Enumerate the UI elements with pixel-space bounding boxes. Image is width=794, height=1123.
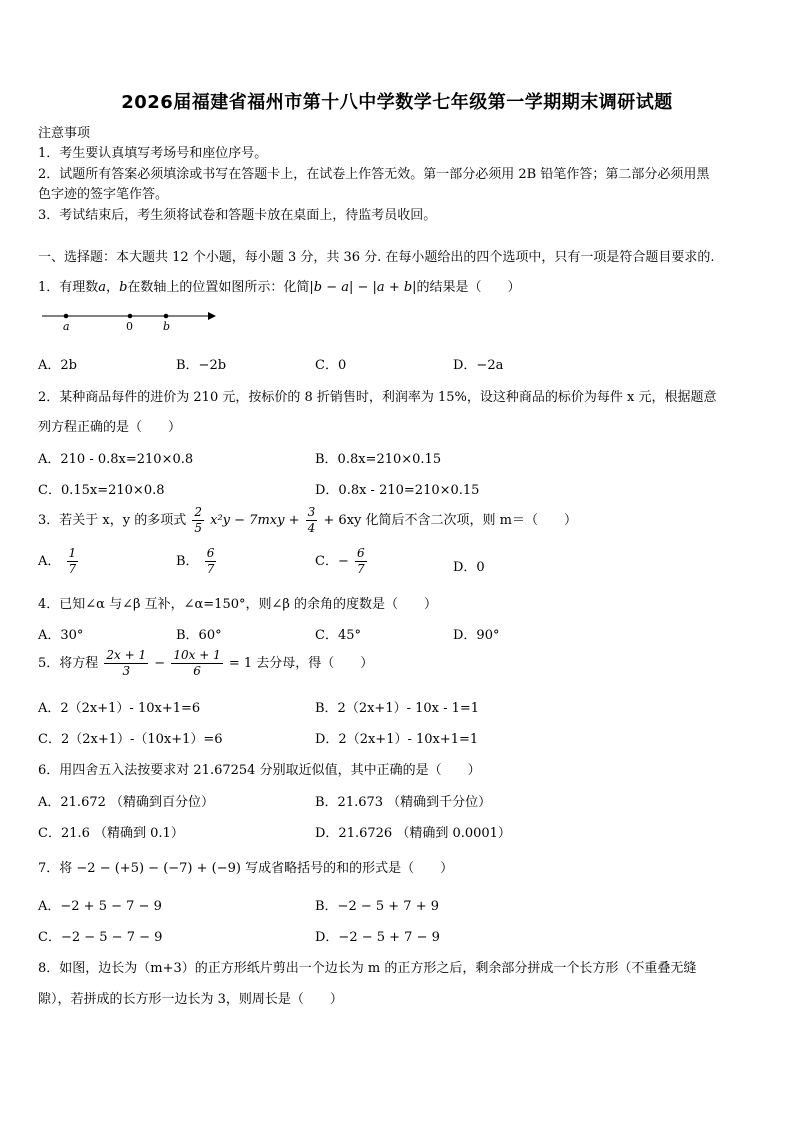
q3-option-b[interactable] xyxy=(176,546,218,577)
q7-option-d[interactable]: D．−2 − 5 + 7 − 9 xyxy=(315,930,440,945)
q3-frac1-num: 2 xyxy=(194,505,202,519)
q2-option-d[interactable]: D．0.8x - 210=210×0.15 xyxy=(315,483,480,498)
q2-option-b[interactable]: B．0.8x=210×0.15 xyxy=(315,452,442,467)
q3-option-b-num: 6 xyxy=(206,546,215,560)
number-line-arrow xyxy=(208,312,216,320)
q3-option-c[interactable] xyxy=(315,546,369,577)
q1-text-a: 1．有理数 xyxy=(38,280,99,295)
q3-option-c-label: C．− xyxy=(315,554,349,569)
question-3-stem xyxy=(38,505,577,536)
q1-var-b: b xyxy=(119,280,128,295)
q5-text-a: 5．将方程 xyxy=(38,656,99,671)
q6-option-d[interactable]: D．21.6726 （精确到 0.0001） xyxy=(315,826,511,841)
q2-option-c[interactable]: C．0.15x=210×0.8 xyxy=(38,483,165,498)
q5-frac1-num: 2x + 1 xyxy=(106,648,147,662)
q3-text-tail: + 6xy 化简后不含二次项，则 m＝（ ） xyxy=(323,513,577,528)
section-heading: 一、选择题：本大题共 12 个小题，每小题 3 分，共 36 分. 在每小题给出的四个选项中，只有一项是符合题目要求的. xyxy=(38,250,715,265)
q4-option-b[interactable]: B．60° xyxy=(176,628,222,643)
q7-option-b[interactable]: B．−2 − 5 + 7 + 9 xyxy=(315,899,440,914)
notice-heading: 注意事项 xyxy=(38,126,91,141)
notice-item-3: 3．考试结束后，考生须将试卷和答题卡放在桌面上，待监考员收回。 xyxy=(38,208,437,223)
q5-minus: − xyxy=(154,656,166,671)
q3-fraction-2 xyxy=(306,505,318,536)
q4-option-a[interactable]: A．30° xyxy=(38,628,84,643)
q5-text-tail: = 1 去分母，得（ ） xyxy=(228,656,374,671)
q1-option-d[interactable]: D．−2a xyxy=(453,358,504,373)
point-b xyxy=(164,314,169,319)
label-zero: 0 xyxy=(126,320,133,333)
q2-option-a[interactable]: A．210 - 0.8x=210×0.8 xyxy=(38,452,194,467)
q3-text-a: 3．若关于 x，y 的多项式 xyxy=(38,513,187,528)
q5-option-b[interactable]: B．2（2x+1）- 10x - 1=1 xyxy=(315,701,480,716)
q5-fraction-1 xyxy=(104,648,148,679)
q3-option-d[interactable]: D．0 xyxy=(453,560,485,575)
question-6-stem: 6．用四舍五入法按要求对 21.67254 分别取近似值，其中正确的是（ ） xyxy=(38,763,481,778)
number-line-figure xyxy=(40,306,220,334)
q4-option-c[interactable]: C．45° xyxy=(315,628,361,643)
exam-title: 2026届福建省福州市第十八中学数学七年级第一学期期末调研试题 xyxy=(121,92,673,113)
question-1-stem xyxy=(38,276,521,295)
q1-expression: |b − a| − |a + b| xyxy=(309,280,417,295)
q5-frac2-num: 10x + 1 xyxy=(173,648,221,662)
q5-option-c[interactable]: C．2（2x+1）-（10x+1）=6 xyxy=(38,732,223,747)
question-5-stem xyxy=(38,648,373,679)
q1-var-a: a xyxy=(98,280,107,295)
point-zero xyxy=(128,314,133,319)
q3-option-b-label: B． xyxy=(176,554,199,569)
notice-item-1: 1．考生要认真填写考场号和座位序号。 xyxy=(38,146,268,161)
q5-option-d[interactable]: D．2（2x+1）- 10x+1=1 xyxy=(315,732,479,747)
q1-option-c[interactable]: C．0 xyxy=(315,358,347,373)
q3-option-a-label: A． xyxy=(38,554,61,569)
q6-option-b[interactable]: B．21.673 （精确到千分位） xyxy=(315,795,492,810)
question-2-line1: 2．某种商品每件的进价为 210 元，按标价的 8 折销售时，利润率为 15%，设这种商品的标价为每件 x 元，根据题意 xyxy=(38,390,717,405)
q3-frac2-num: 3 xyxy=(307,505,316,519)
point-a xyxy=(64,314,69,319)
q5-frac2-den: 6 xyxy=(193,664,201,678)
q3-option-c-den: 7 xyxy=(356,562,365,576)
q4-option-d[interactable]: D．90° xyxy=(453,628,500,643)
q3-option-a[interactable] xyxy=(38,546,80,577)
q5-option-a[interactable]: A．2（2x+1）- 10x+1=6 xyxy=(38,701,201,716)
q5-fraction-2 xyxy=(171,648,222,679)
q1-option-a[interactable]: A．2b xyxy=(38,358,77,373)
label-a: a xyxy=(63,320,70,333)
q7-option-a[interactable]: A．−2 + 5 − 7 − 9 xyxy=(38,899,162,914)
question-4-stem: 4．已知∠α 与∠β 互补，∠α=150°，则∠β 的余角的度数是（ ） xyxy=(38,597,438,612)
q3-fraction-1 xyxy=(192,505,204,536)
notice-item-2-cont: 色字迹的签字笔作答。 xyxy=(38,187,169,202)
q3-option-c-num: 6 xyxy=(356,546,365,560)
q3-frac1-den: 5 xyxy=(194,521,202,535)
q3-option-a-fraction xyxy=(67,546,79,577)
question-8-line2: 隙），若拼成的长方形一边长为 3，则周长是（ ） xyxy=(38,992,343,1007)
q3-option-a-den: 7 xyxy=(68,562,77,576)
q1-text-b: ， xyxy=(106,280,120,295)
q3-option-c-fraction xyxy=(355,546,367,577)
question-8-line1: 8．如图，边长为（m+3）的正方形纸片剪出一个边长为 m 的正方形之后，剩余部分拼成一个长方形（不重叠无缝 xyxy=(38,961,697,976)
q3-option-b-fraction xyxy=(205,546,217,577)
q6-option-a[interactable]: A．21.672 （精确到百分位） xyxy=(38,795,215,810)
q1-text-d: 的结果是（ ） xyxy=(416,280,521,295)
q3-option-b-den: 7 xyxy=(206,562,215,576)
q3-expression-mid: x²y − 7mxy + xyxy=(210,513,300,528)
label-b: b xyxy=(163,320,171,333)
q5-frac1-den: 3 xyxy=(122,664,131,678)
q1-option-b[interactable]: B．−2b xyxy=(176,358,227,373)
q3-frac2-den: 4 xyxy=(307,521,316,535)
q7-option-c[interactable]: C．−2 − 5 − 7 − 9 xyxy=(38,930,163,945)
question-7-stem: 7．将 −2 − (+5) − (−7) + (−9) 写成省略括号的和的形式是（ ） xyxy=(38,861,454,876)
q1-text-c: 在数轴上的位置如图所示：化简 xyxy=(127,280,310,295)
q3-option-a-num: 1 xyxy=(68,546,77,560)
q6-option-c[interactable]: C．21.6 （精确到 0.1） xyxy=(38,826,184,841)
question-2-line2: 列方程正确的是（ ） xyxy=(38,420,182,435)
notice-item-2: 2．试题所有答案必须填涂或书写在答题卡上，在试卷上作答无效。第一部分必须用 2B 铅笔作答；第二部分必须用黑 xyxy=(38,167,710,182)
